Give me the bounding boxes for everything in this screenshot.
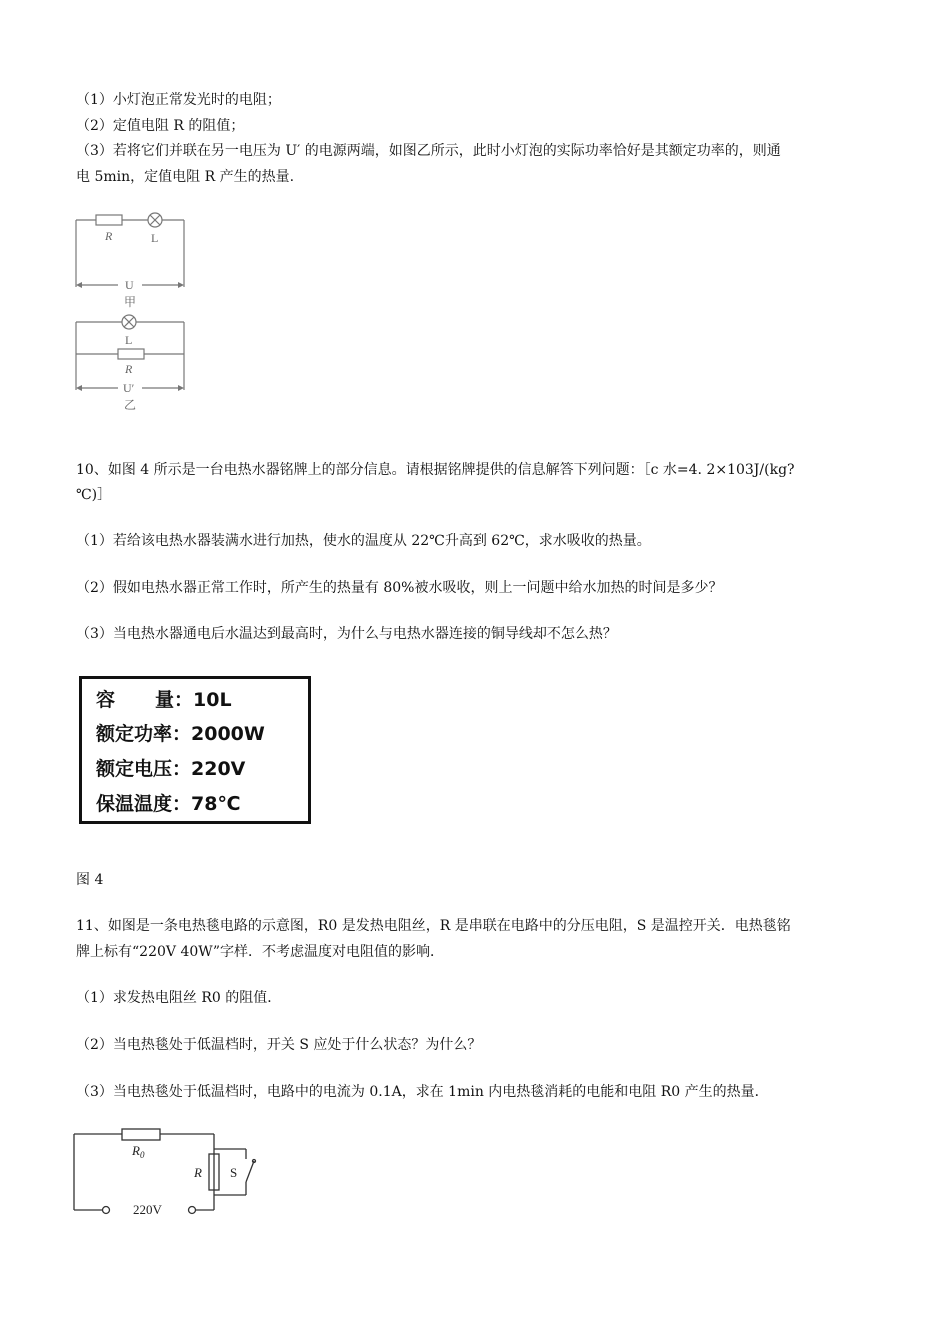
q11-intro-line1: 11、如图是一条电热毯电路的示意图，R0 是发热电阻丝，R 是串联在电路中的分压电阻，S 是温控开关．电热毯铭 [76,918,791,934]
label-L-yi: L [125,333,133,347]
label-yi: 乙 [124,398,137,412]
water-heater-nameplate [79,676,311,824]
resistor-R-yi [118,349,144,359]
nameplate-capacity [96,685,232,712]
label-jia: 甲 [124,295,137,309]
q11-part3: （3）当电热毯处于低温档时，电路中的电流为 0.1A，求在 1min 内电热毯消耗的电能和电阻 R0 产生的热量． [76,1084,769,1100]
nameplate-rated-power: 额定功率：2000W [96,723,265,745]
nameplate-capacity-char1: 容 [96,689,116,711]
q10-intro-line2: ℃)］ [76,487,112,503]
circuit-figure-11 [68,1124,268,1224]
nameplate-keep-warm-temp: 保温温度：78℃ [96,793,241,815]
terminal-right [189,1207,196,1214]
q11-part1: （1）求发热电阻丝 R0 的阻值． [76,990,282,1006]
q9-part3-line1: （3）若将它们并联在另一电压为 U′ 的电源两端，如图乙所示，此时小灯泡的实际功率恰好是其额定功率的，则通 [76,143,781,159]
label-L-jia: L [151,231,159,245]
q11-part2: （2）当电热毯处于低温档时，开关 S 应处于什么状态？为什么？ [76,1037,482,1053]
q10-part3: （3）当电热水器通电后水温达到最高时，为什么与电热水器连接的铜导线却不怎么热？ [76,626,617,642]
switch-S [246,1161,254,1182]
label-R-yi: R [125,362,133,376]
label-220V: 220V [133,1202,162,1217]
label-R0: $R_0$ [132,1143,145,1160]
resistor-R-jia [96,215,122,225]
q10-part2: （2）假如电热水器正常工作时，所产生的热量有 80%被水吸收，则上一问题中给水加热的时间是多少？ [76,580,723,596]
q10-intro-line1: 10、如图 4 所示是一台电热水器铭牌上的部分信息。请根据铭牌提供的信息解答下列问题：［c 水=4. 2×103J/(kg? [76,462,795,478]
label-R-jia: R [105,229,113,243]
nameplate-rated-voltage: 额定电压：220V [96,758,246,780]
q10-part1: （1）若给该电热水器装满水进行加热，使水的温度从 22℃升高到 62℃，求水吸收的热量。 [76,533,651,549]
label-U-jia: U [125,278,134,292]
q11-intro-line2: 牌上标有“220V 40W”字样．不考虑温度对电阻值的影响． [76,944,445,960]
q9-part2: （2）定值电阻 R 的阻值； [76,118,245,134]
label-R: R [194,1165,202,1180]
q9-part1: （1）小灯泡正常发光时的电阻； [76,92,281,108]
nameplate-capacity-value: 量：10L [155,689,232,711]
resistor-R0 [122,1129,160,1140]
figure-4-caption: 图 4 [76,872,104,888]
label-S: S [230,1165,238,1180]
terminal-left [103,1207,110,1214]
circuit-figure-9 [68,205,193,415]
q9-part3-line2: 电 5min，定值电阻 R 产生的热量. [76,169,295,185]
label-U-yi: U′ [123,381,135,395]
